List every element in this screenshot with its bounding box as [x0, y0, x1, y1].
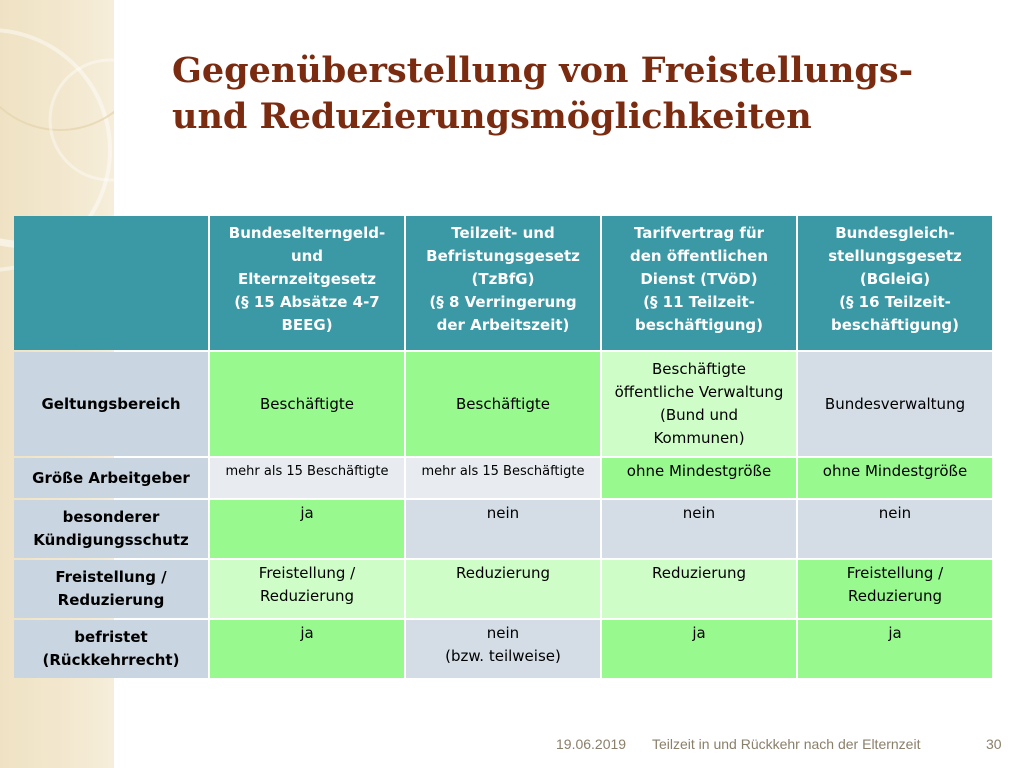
cell-line: Beschäftigte — [652, 360, 746, 378]
header-line: Befristungsgesetz — [426, 247, 580, 265]
column-header-tvoed — [602, 216, 796, 350]
cell-line: Beschäftigte — [260, 394, 354, 413]
footer-date: 19.06.2019 — [556, 736, 627, 752]
cell-line: Reduzierung — [260, 587, 354, 605]
cell-line: öffentliche Verwaltung — [614, 383, 784, 401]
table-header-row — [14, 216, 992, 350]
table-cell — [406, 458, 600, 498]
cell-line: Reduzierung — [456, 564, 550, 582]
row-header-freistellung — [14, 560, 208, 618]
header-line: (BGleiG) — [859, 270, 931, 288]
column-header-beeg — [210, 216, 404, 350]
column-header-bgleig — [798, 216, 992, 350]
cell-line: (bzw. teilweise) — [445, 647, 561, 665]
title-line-2: und Reduzierungsmöglichkeiten — [172, 96, 812, 137]
cell-line: ohne Mindestgröße — [822, 462, 968, 480]
header-line: Bundesgleich- — [835, 224, 955, 242]
cell-line: Beschäftigte — [456, 394, 550, 413]
row-header-line: (Rückkehrrecht) — [42, 651, 180, 669]
page-title — [172, 48, 972, 140]
row-header-line: Freistellung / — [55, 568, 167, 586]
table-row-geltungsbereich — [14, 352, 992, 456]
cell-line: ja — [300, 504, 314, 522]
table-cell — [602, 458, 796, 498]
header-line: Elternzeitgesetz — [238, 270, 376, 288]
table-cell — [406, 352, 600, 456]
table-cell — [602, 620, 796, 678]
cell-line: nein — [486, 504, 520, 522]
header-line: (§ 16 Teilzeit- — [839, 293, 951, 311]
table-cell — [602, 560, 796, 618]
table-cell — [210, 458, 404, 498]
header-line: den öffentlichen — [630, 247, 768, 265]
table-corner-cell — [14, 216, 208, 350]
row-header-groesse-arbeitgeber — [14, 458, 208, 498]
cell-line: ja — [888, 624, 902, 642]
header-line: (§ 15 Absätze 4-7 — [234, 293, 380, 311]
table-row-freistellung — [14, 560, 992, 618]
header-line: BEEG) — [281, 316, 333, 334]
table-cell — [798, 560, 992, 618]
table-cell — [406, 500, 600, 558]
cell-line: ja — [300, 624, 314, 642]
row-header-line: Größe Arbeitgeber — [32, 468, 190, 487]
cell-line: nein — [682, 504, 716, 522]
table-cell — [798, 458, 992, 498]
cell-line: Reduzierung — [652, 564, 746, 582]
header-line: beschäftigung) — [830, 316, 960, 334]
row-header-line: Kündigungsschutz — [33, 531, 189, 549]
title-line-1: Gegenüberstellung von Freistellungs- — [172, 50, 914, 91]
header-line: Dienst (TVöD) — [640, 270, 758, 288]
row-header-line: besonderer — [62, 508, 160, 526]
cell-line: Freistellung / — [846, 564, 944, 582]
cell-line: Bundesverwaltung — [824, 394, 966, 413]
table-row-groesse-arbeitgeber — [14, 458, 992, 498]
table-cell — [798, 620, 992, 678]
cell-line: ohne Mindestgröße — [626, 462, 772, 480]
table-row-kuendigungsschutz — [14, 500, 992, 558]
row-header-befristet — [14, 620, 208, 678]
header-line: (TzBfG) — [471, 270, 535, 288]
table-cell — [210, 352, 404, 456]
row-header-line: Geltungsbereich — [41, 394, 181, 413]
column-header-tzbfg — [406, 216, 600, 350]
table-cell — [602, 500, 796, 558]
cell-line: Kommunen) — [653, 429, 745, 447]
table-cell — [210, 560, 404, 618]
header-line: (§ 8 Verringerung — [429, 293, 577, 311]
header-line: Teilzeit- und — [451, 224, 555, 242]
table-cell — [406, 620, 600, 678]
header-line: Bundeselterngeld- — [228, 224, 386, 242]
cell-line: mehr als 15 Beschäftigte — [421, 464, 585, 479]
row-header-geltungsbereich — [14, 352, 208, 456]
table-cell — [602, 352, 796, 456]
comparison-table — [12, 214, 994, 680]
footer-topic: Teilzeit in und Rückkehr nach der Elternzeit — [652, 736, 921, 752]
cell-line: Freistellung / — [258, 564, 356, 582]
table-cell — [210, 620, 404, 678]
footer-page-number: 30 — [986, 736, 1002, 752]
table-cell — [798, 352, 992, 456]
cell-line: Reduzierung — [848, 587, 942, 605]
cell-line: (Bund und — [660, 406, 738, 424]
cell-line: ja — [692, 624, 706, 642]
table-cell — [406, 560, 600, 618]
table-cell — [798, 500, 992, 558]
cell-line: mehr als 15 Beschäftigte — [225, 464, 389, 479]
table-row-befristet — [14, 620, 992, 678]
header-line: der Arbeitszeit) — [436, 316, 570, 334]
header-line: Tarifvertrag für — [633, 224, 765, 242]
header-line: und — [290, 247, 324, 265]
row-header-line: Reduzierung — [57, 591, 165, 609]
header-line: beschäftigung) — [634, 316, 764, 334]
table-cell — [210, 500, 404, 558]
cell-line: nein — [486, 624, 520, 642]
header-line: (§ 11 Teilzeit- — [643, 293, 755, 311]
header-line: stellungsgesetz — [828, 247, 962, 265]
row-header-kuendigungsschutz — [14, 500, 208, 558]
cell-line: nein — [878, 504, 912, 522]
row-header-line: befristet — [74, 628, 148, 646]
